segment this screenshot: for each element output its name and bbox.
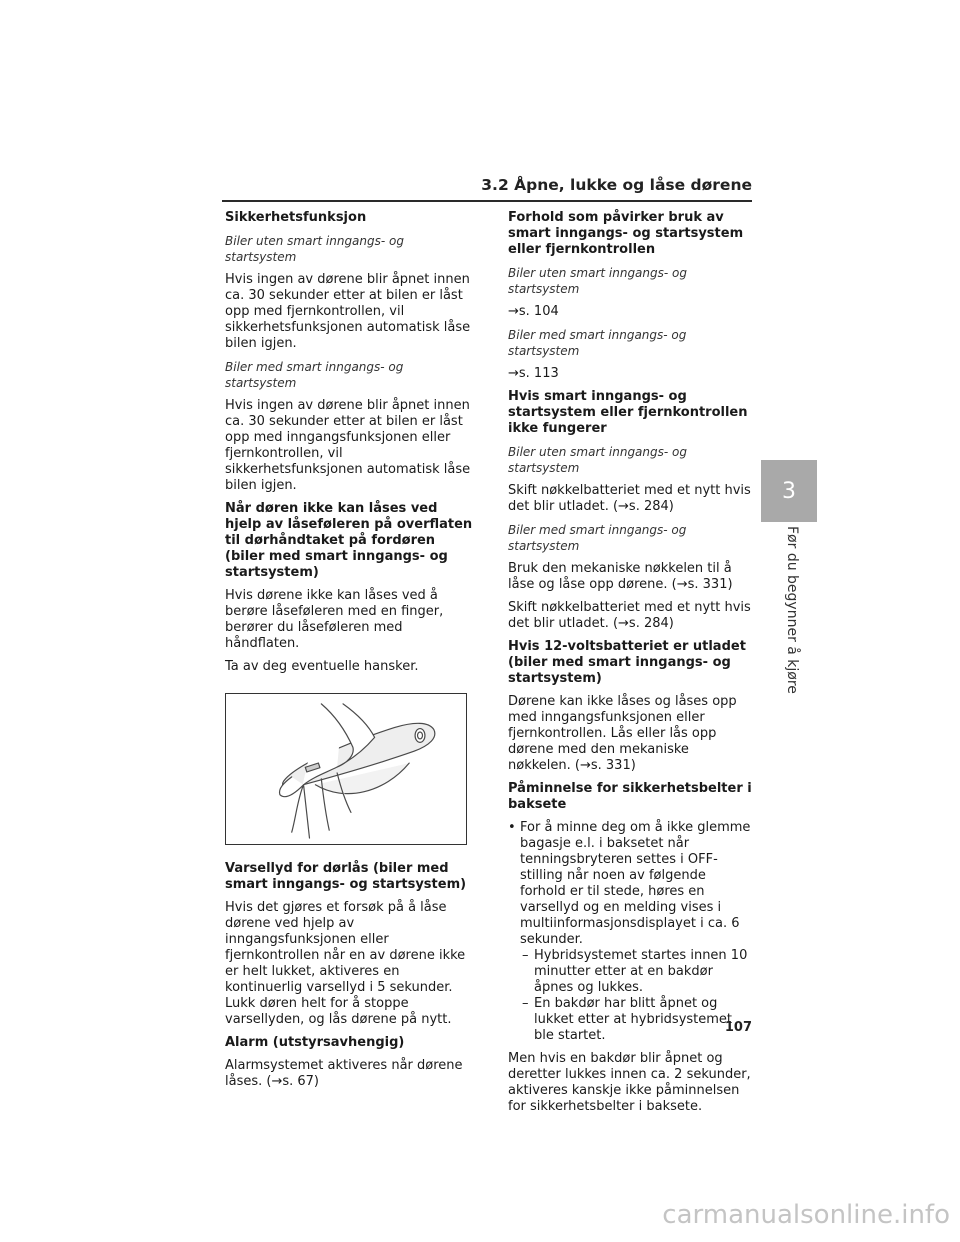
paragraph-lock-sensor-2: Ta av deg eventuelle hansker. [225, 659, 419, 674]
paragraph-replace-battery-1: Skift nøkkelbatteriet med et nytt hvis det blir utladet. (→s. 284) [508, 483, 751, 514]
paragraph-replace-battery-2: Skift nøkkelbatteriet med et nytt hvis det blir utladet. (→s. 284) [508, 600, 751, 631]
lock-sensor [415, 729, 425, 743]
heading-seatbelt-reminder: Påminnelse for sikkerhetsbelter i baksete [508, 781, 752, 812]
hand-on-door-handle-illustration [225, 693, 467, 845]
watermark: carmanualsonline.info [662, 1200, 950, 1230]
note-with-smart-system-2: Biler med smart inngangs- og startsystem [508, 328, 687, 358]
heading-12v-battery: Hvis 12-voltsbatteriet er utladet (biler med smart inngangs- og startsystem) [508, 639, 746, 686]
note-without-smart-system-2: Biler uten smart inngangs- og startsystem [508, 266, 687, 296]
reminder-list [508, 820, 754, 1044]
paragraph-lock-sensor-1: Hvis dørene ikke kan låses ved å berøre låseføleren med en finger, berører du låseføleren med håndflaten. [225, 588, 444, 651]
note-with-smart-system-3: Biler med smart inngangs- og startsystem [508, 523, 687, 553]
note-with-smart-system: Biler med smart inngangs- og startsystem [225, 360, 404, 390]
heading-alarm: Alarm (utstyrsavhengig) [225, 1035, 405, 1050]
paragraph-security-2: Hvis ingen av dørene blir åpnet innen ca. 30 sekunder etter at bilen er låst opp med inngangsfunksjonen eller fjernkontrollen, vil sikkerhetsfunksjonen automatisk låse bilen igjen. [225, 398, 471, 493]
chapter-tab [761, 460, 817, 522]
reference-page-104: →s. 104 [508, 304, 559, 319]
paragraph-12v-battery: Dørene kan ikke låses og låses opp med inngangsfunksjonen eller fjernkontrollen. Lås eller lås opp dørene med den mekaniske nøkkelen. (→s. 331) [508, 694, 737, 773]
sub-list-item: – En bakdør har blitt åpnet og lukket etter at hybridsystemet ble startet. [508, 996, 754, 1044]
paragraph-reminder-end: Men hvis en bakdør blir åpnet og deretter lukkes innen ca. 2 sekunder, aktiveres kanskje ikke påminnelsen for sikkerhetsbelter i baksete. [508, 1051, 751, 1114]
left-column [225, 210, 473, 1097]
right-column [508, 210, 754, 1122]
reference-page-113: →s. 113 [508, 366, 559, 381]
sub-list-item: – Hybridsystemet startes innen 10 minutter etter at en bakdør åpnes og lukkes. [508, 948, 754, 996]
heading-lock-sensor: Når døren ikke kan låses ved hjelp av låseføleren på overflaten til dørhåndtaket på fordøren (biler med smart inngangs- og startsystem) [225, 501, 473, 580]
heading-security-function: Sikkerhetsfunksjon [225, 210, 367, 225]
heading-not-working: Hvis smart inngangs- og startsystem eller fjernkontrollen ikke fungerer [508, 389, 748, 436]
paragraph-door-lock-alarm: Hvis det gjøres et forsøk på å låse dørene ved hjelp av inngangsfunksjonen eller fjernkontrollen når en av dørene ikke er helt lukket, aktiveres en kontinuerlig varsellyd i 5 sekunder. Lukk døren helt for å stoppe varsellyden, og lås dørene på nytt. [225, 900, 466, 1027]
paragraph-mechanical-key: Bruk den mekaniske nøkkelen til å låse og låse opp dørene. (→s. 331) [508, 561, 733, 592]
paragraph-security-1: Hvis ingen av dørene blir åpnet innen ca. 30 sekunder etter at bilen er låst opp med fjernkontrollen, vil sikkerhetsfunksjonen automatisk låse bilen igjen. [225, 272, 471, 351]
header-divider [222, 200, 752, 202]
heading-door-lock-alarm: Varsellyd for dørlås (biler med smart inngangs- og startsystem) [225, 861, 467, 892]
section-title: 3.2 Åpne, lukke og låse dørene [481, 176, 752, 194]
list-item: • For å minne deg om å ikke glemme bagasje e.l. i baksetet når tenningsbryteren settes i OFF-stilling når noen av følgende forhold er til stede, høres en varsellyd og en melding vises i multiinformasjonsdisplayet i ca. 6 sekunder. [508, 820, 754, 948]
page-number: 107 [724, 1020, 752, 1035]
chapter-title: Før du begynner å kjøre [784, 526, 800, 694]
heading-conditions: Forhold som påvirker bruk av smart inngangs- og startsystem eller fjernkontrollen [508, 210, 744, 257]
hand-door-handle-drawing [226, 694, 466, 844]
note-without-smart-system-3: Biler uten smart inngangs- og startsystem [508, 445, 687, 475]
paragraph-alarm: Alarmsystemet aktiveres når dørene låses. (→s. 67) [225, 1058, 463, 1089]
note-without-smart-system: Biler uten smart inngangs- og startsystem [225, 234, 404, 264]
chapter-number: 3 [782, 478, 796, 504]
